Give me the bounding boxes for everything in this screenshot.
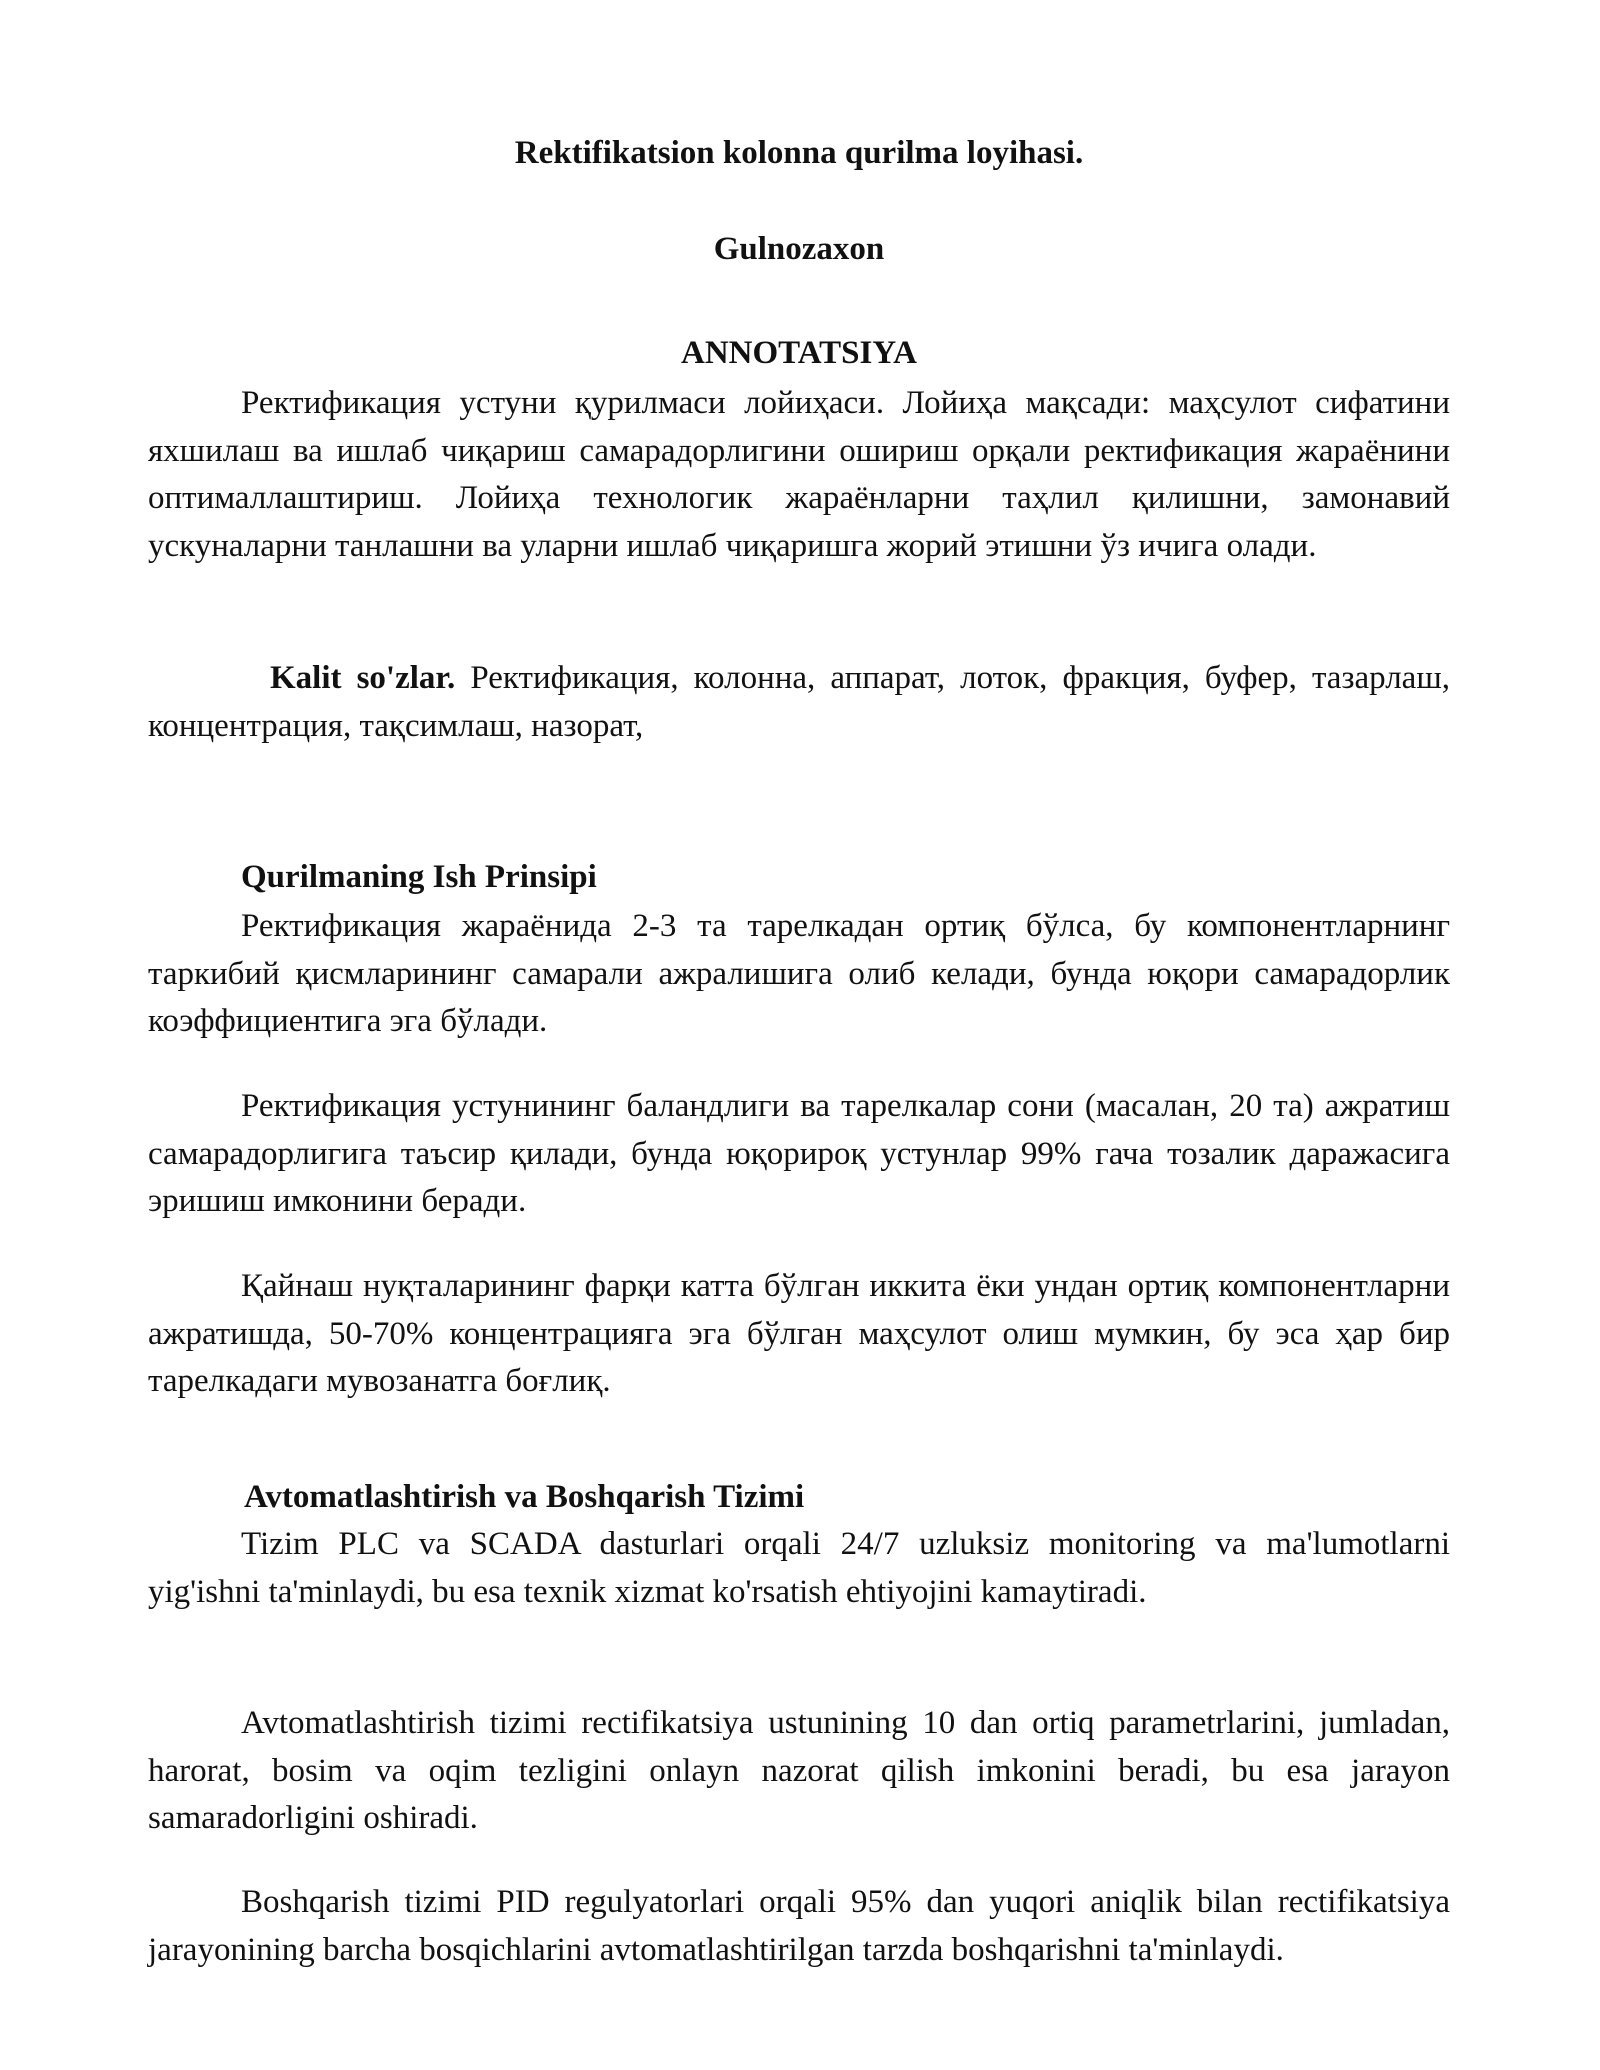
section-heading-principle: Qurilmaning Ish Prinsipi xyxy=(241,859,597,895)
principle-paragraph-1: Ректификация жараёнида 2-3 та тарелкадан ортиқ бўлса, бу компонентларнинг таркибий қисмларининг самарали ажралишига олиб келади, бунда юқори самарадорлик коэффициентига эга бўлади. xyxy=(148,908,1450,1039)
document-title: Rektifikatsion kolonna qurilma loyihasi. xyxy=(514,135,1084,171)
keywords-text: Ректификация, колонна, аппарат, лоток, фракция, буфер, тазарлаш, концентрация, тақсимлаш, назорат, xyxy=(148,660,1450,744)
author-name: Gulnozaxon xyxy=(713,231,885,267)
automation-paragraph-1: Tizim PLC va SCADA dasturlari orqali 24/7 uzluksiz monitoring va ma'lumotlarni yig'ishni ta'minlaydi, bu esa texnik xizmat ko'rsatish ehtiyojini kamaytiradi. xyxy=(148,1526,1450,1610)
principle-paragraph-3: Қайнаш нуқталарининг фарқи катта бўлган иккита ёки ундан ортиқ компонентларни ажратишда, 50-70% концентрацияга эга бўлган маҳсулот олиш мумкин, бу эса ҳар бир тарелкадаги мувозанатга боғлиқ. xyxy=(148,1268,1450,1399)
section-heading-automation: Avtomatlashtirish va Boshqarish Tizimi xyxy=(244,1479,805,1515)
automation-paragraph-3: Boshqarish tizimi PID regulyatorlari orqali 95% dan yuqori aniqlik bilan rectifikatsiya jarayonining barcha bosqichlarini avtomatlashtirilgan tarzda boshqarishni ta'minlaydi. xyxy=(148,1884,1450,1968)
keywords-label: Kalit so'zlar. xyxy=(270,660,456,696)
principle-paragraph-2: Ректификация устунининг баландлиги ва тарелкалар сони (масалан, 20 та) ажратиш самарадорлигига таъсир қилади, бунда юқорироқ устунлар 99% гача тозалик даражасига эришиш имконини беради. xyxy=(148,1088,1450,1219)
annotation-paragraph: Ректификация устуни қурилмаси лойиҳаси. Лойиҳа мақсади: маҳсулот сифатини яхшилаш ва ишлаб чиқариш самарадорлигини ошириш орқали ректификация жараёнини оптималлаштириш. Лойиҳа технологик жараёнларни таҳлил қилишни, замонавий ускуналарни танлашни ва уларни ишлаб чиқаришга жорий этишни ўз ичига олади. xyxy=(148,385,1450,564)
automation-paragraph-2: Avtomatlashtirish tizimi rectifikatsiya ustunining 10 dan ortiq parametrlarini, jumladan, harorat, bosim va oqim tezligini onlayn nazorat qilish imkonini beradi, bu esa jarayon samaradorligini oshiradi. xyxy=(148,1705,1450,1836)
annotation-heading: ANNOTATSIYA xyxy=(681,335,917,371)
keywords-paragraph xyxy=(148,655,1450,750)
